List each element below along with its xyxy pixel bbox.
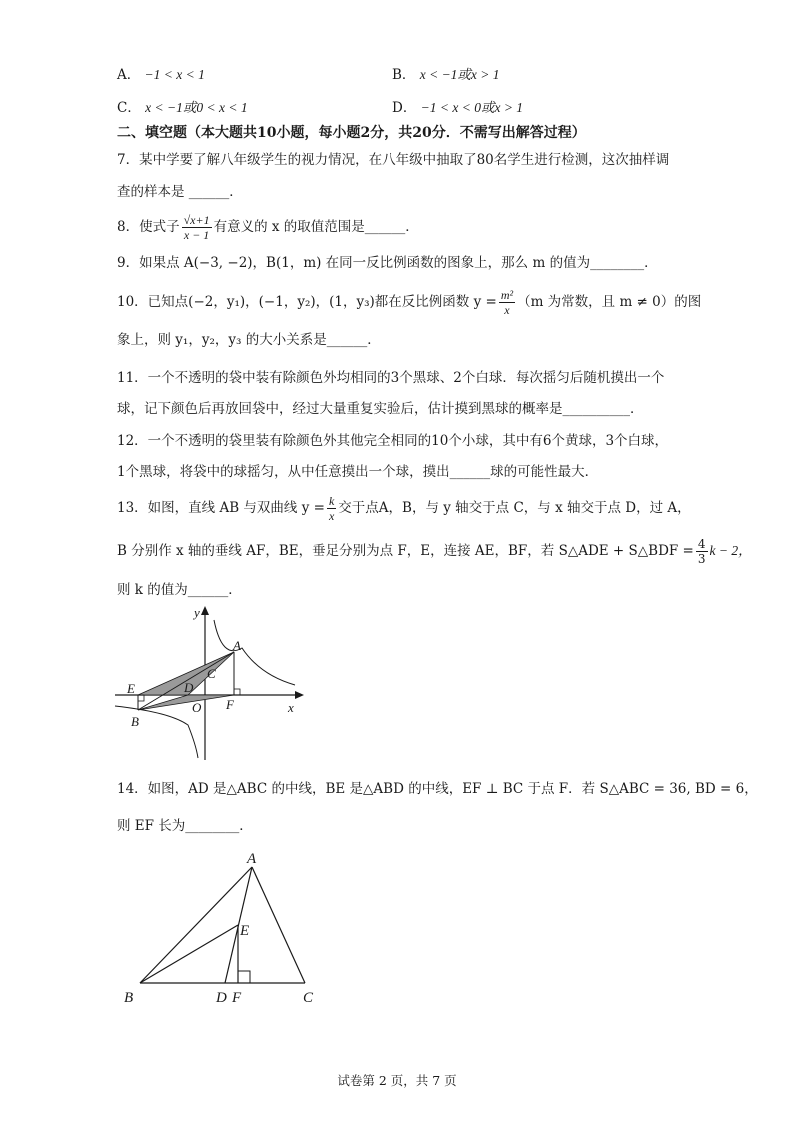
choice-d [392, 99, 523, 117]
q8 [117, 210, 419, 244]
q13-y-axis-arrow [201, 606, 209, 615]
q11-line1: 11．一个不透明的袋中装有除颜色外均相同的3个黑球、2个白球．每次摇匀后随机摸出一个 [117, 370, 665, 386]
q13-pre: 13．如图，直线 AB 与双曲线 y = [117, 500, 325, 516]
q13-label-d: D [184, 680, 194, 695]
q13-right-angle-e [138, 695, 144, 701]
q13-line2-post: k − 2， [709, 543, 752, 558]
q14-label-d: D [216, 990, 227, 1006]
q9: 9．如果点 A(−3, −2)，B(1，m) 在同一反比例函数的图象上，那么 m 的值为________． [117, 255, 658, 271]
q8-fraction [182, 213, 212, 242]
q14-line2: 则 EF 长为________． [117, 818, 253, 834]
q13-line2-denominator: 3 [697, 552, 706, 566]
q13-label-o: O [192, 700, 202, 715]
q14-line1: 14．如图，AD 是△ABC 的中线，BE 是△ABD 的中线，EF ⊥ BC 于点 F．若 S△ABC = 36, BD = 6， [117, 781, 758, 797]
q10-line2: 象上，则 y₁，y₂，y₃ 的大小关系是______． [117, 332, 381, 348]
choice-c-text: x < −1或0 < x < 1 [145, 100, 248, 115]
q8-numerator: √x+1 [183, 213, 210, 227]
q8-denominator: x − 1 [183, 228, 210, 242]
q14-label-e: E [240, 923, 250, 939]
choice-a-label: A． [117, 67, 141, 83]
section-title: 二、填空题（本大题共10小题，每小题2分，共20分．不需写出解答过程） [117, 125, 586, 141]
q8-pre: 8．使式子 [117, 219, 180, 235]
q10-line1 [117, 284, 701, 320]
q14-side-ac [252, 867, 305, 983]
q13-label-e: E [127, 681, 135, 696]
q13-right-angle-f [234, 689, 240, 695]
choice-b-text: x < −1或x > 1 [419, 67, 500, 82]
q13-hyperbola-right [214, 620, 295, 685]
q13-line3: 则 k 的值为______． [117, 582, 242, 598]
q13-line2-fraction [696, 537, 708, 566]
q13-post: 交于点A，B，与 y 轴交于点 C，与 x 轴交于点 D，过 A， [338, 500, 691, 516]
q14-label-a: A [247, 851, 257, 867]
q13-hyperbola-left [115, 706, 198, 758]
q14-label-b: B [124, 990, 134, 1006]
q13-line2-pre: B 分别作 x 轴的垂线 AF，BE，垂足分别为点 F，E，连接 AE，BF，若 S△ADE + S△BDF = [117, 543, 694, 559]
q13-numerator: k [328, 494, 335, 508]
q12-line1: 12．一个不透明的袋里装有除颜色外其他完全相同的10个小球，其中有6个黄球，3个白球， [117, 433, 669, 449]
q13-x-axis-arrow [295, 691, 304, 699]
q10-pre: 10．已知点(−2，y₁)，(−1，y₂)，(1，y₃)都在反比例函数 y = [117, 294, 497, 310]
choice-c-label: C． [117, 100, 141, 116]
q13-label-y: y [194, 605, 200, 620]
choice-c [117, 99, 248, 117]
choice-a-text: −1 < x < 1 [144, 67, 205, 82]
q13-triangle-bdf [138, 695, 234, 710]
choice-a [117, 66, 205, 84]
choice-d-text: −1 < x < 0或x > 1 [420, 100, 524, 115]
q14-figure [120, 845, 330, 1010]
q11-line2: 球，记下颜色后再放回袋中，经过大量重复实验后，估计摸到黑球的概率是__________． [117, 401, 644, 417]
q13-label-x: x [288, 700, 294, 715]
choice-b-label: B． [392, 67, 416, 83]
q10-numerator: m² [500, 288, 514, 302]
q14-median-be [140, 925, 238, 983]
page-footer: 试卷第 2 页，共 7 页 [337, 1073, 457, 1088]
q12-line2: 1个黑球，将袋中的球摇匀，从中任意摸出一个球，摸出______球的可能性最大． [117, 464, 599, 480]
q13-label-b: B [131, 714, 139, 729]
q8-post: 有意义的 x 的取值范围是______． [213, 219, 419, 235]
q7-line1: 7．某中学要了解八年级学生的视力情况，在八年级中抽取了80名学生进行检测，这次抽样调 [117, 152, 670, 168]
q14-right-angle-f [238, 971, 250, 983]
q13-line1 [117, 490, 691, 526]
q10-post: （m 为常数，且 m ≠ 0）的图 [517, 294, 702, 310]
q13-label-a: A [233, 638, 241, 653]
q10-denominator: x [504, 303, 510, 317]
q13-line2-numerator: 4 [697, 537, 706, 551]
q13-figure [110, 600, 310, 765]
q13-denominator: x [328, 509, 335, 523]
q10-fraction [499, 288, 515, 317]
q13-line2 [117, 534, 752, 568]
choice-b [392, 66, 500, 84]
q14-label-f: F [232, 990, 242, 1006]
choice-d-label: D． [392, 100, 417, 116]
q14-label-c: C [303, 990, 314, 1006]
q7-line2: 查的样本是 ______． [117, 184, 243, 200]
q14-side-ab [140, 867, 252, 983]
q13-label-c: C [207, 666, 216, 681]
q13-fraction [327, 494, 336, 523]
q13-label-f: F [226, 697, 234, 712]
